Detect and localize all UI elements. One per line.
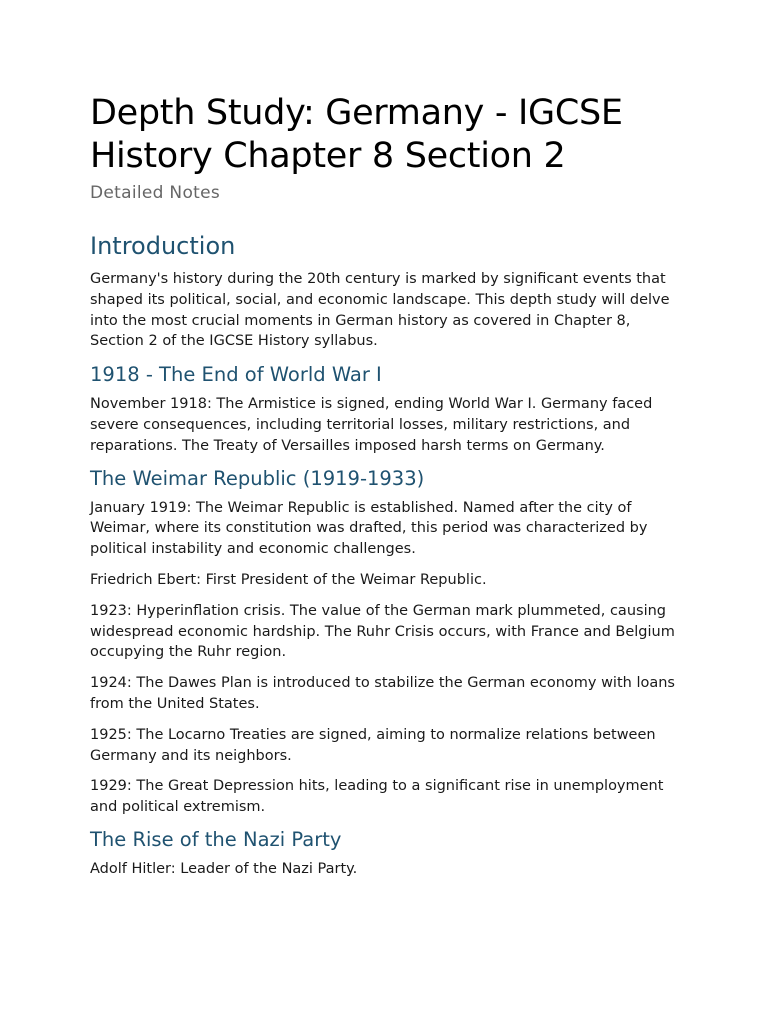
nazi-rise-paragraph-hitler: Adolf Hitler: Leader of the Nazi Party. bbox=[90, 860, 358, 877]
weimar-paragraph-1925: 1925: The Locarno Treaties are signed, aiming to normalize relations between Germany and its neighbors. bbox=[90, 726, 656, 764]
weimar-paragraph-ebert: Friedrich Ebert: First President of the Weimar Republic. bbox=[90, 571, 487, 588]
section-heading-nazi-rise: The Rise of the Nazi Party bbox=[90, 827, 342, 851]
introduction-paragraph: Germany's history during the 20th century is marked by significant events that shaped its political, social, and economic landscape. This depth study will delve into the most crucial moments in German history as covered in Chapter 8, Section 2 of the IGCSE History syllabus. bbox=[90, 271, 670, 350]
weimar-paragraph-1929: 1929: The Great Depression hits, leading to a significant rise in unemployment and political extremism. bbox=[90, 778, 664, 816]
weimar-paragraph-1924: 1924: The Dawes Plan is introduced to stabilize the German economy with loans from the United States. bbox=[90, 675, 675, 712]
section-heading-weimar: The Weimar Republic (1919-1933) bbox=[90, 466, 425, 490]
section-heading-ww1-end: 1918 - The End of World War I bbox=[90, 363, 382, 387]
document-subtitle: Detailed Notes bbox=[90, 183, 221, 203]
weimar-paragraph-1923: 1923: Hyperinflation crisis. The value of the German mark plummeted, causing widespread economic hardship. The Ruhr Crisis occurs, with France and Belgium occupying the Ruhr region. bbox=[90, 602, 675, 661]
document-title: Depth Study: Germany - IGCSE History Chapter 8 Section 2 bbox=[90, 93, 623, 176]
weimar-paragraph-establishment: January 1919: The Weimar Republic is established. Named after the city of Weimar, where its constitution was drafted, this period was characterized by political instability and economic challenges. bbox=[90, 499, 648, 558]
section-heading-introduction: Introduction bbox=[90, 232, 236, 260]
ww1-end-paragraph: November 1918: The Armistice is signed, ending World War I. Germany faced severe consequences, including territorial losses, military restrictions, and reparations. The Treaty of Versailles imposed harsh terms on Germany. bbox=[90, 396, 653, 454]
document-page bbox=[90, 92, 682, 880]
